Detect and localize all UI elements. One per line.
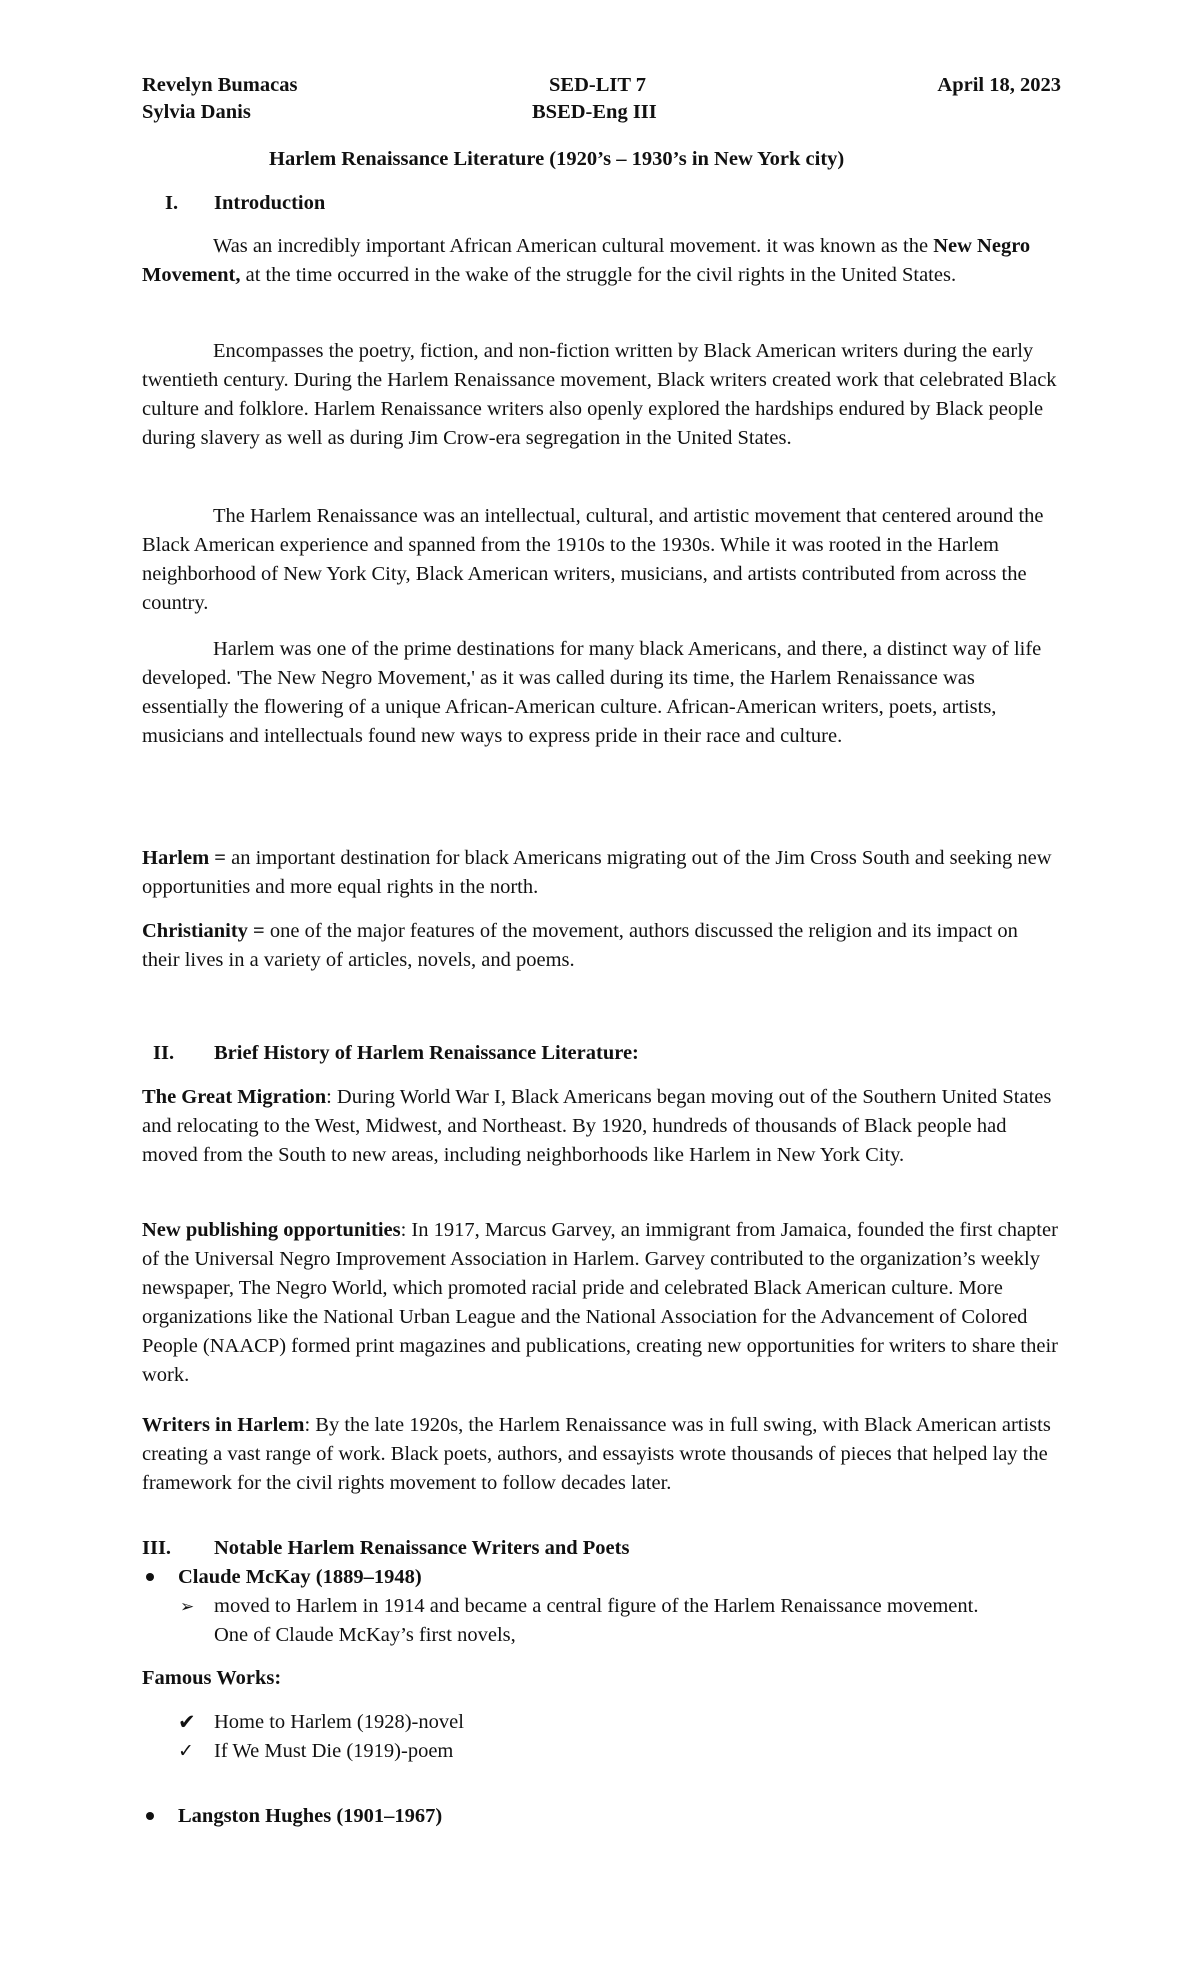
intro-paragraph-4: Harlem was one of the prime destinations for many black Americans, and there, a distinct way of life developed. 'The New Negro Movement,' as it was called during its time, the Harlem Renaissance was essentially the flowering of a unique African-American culture. African-American writers, poets, artists, musicians and intellectuals found new ways to express pride in their race and culture. <box>142 638 1042 747</box>
definition-harlem <box>142 844 1060 902</box>
definition-text: an important destination for black Americans migrating out of the Jim Cross South and seeking new opportunities and more equal rights in the north. <box>142 847 1052 898</box>
section-title: Notable Harlem Renaissance Writers and Poets <box>214 1537 630 1559</box>
famous-work-1: Home to Harlem (1928)-novel <box>214 1711 464 1733</box>
history-text: : During World War I, Black Americans began moving out of the Southern United States and relocating to the West, Midwest, and Northeast. By 1920, hundreds of thousands of Black people had moved from the South to new areas, including neighborhoods like Harlem in New York City. <box>142 1086 1052 1166</box>
history-term: The Great Migration <box>142 1086 327 1108</box>
history-text: : By the late 1920s, the Harlem Renaissance was in full swing, with Black American artists creating a vast range of work. Black poets, authors, and essayists wrote thousands of pieces that helped lay the framework for the civil rights movement to follow decades later. <box>142 1414 1051 1494</box>
intro-paragraph-3: The Harlem Renaissance was an intellectual, cultural, and artistic movement that centered around the Black American experience and spanned from the 1910s to the 1930s. While it was rooted in the Harlem neighborhood of New York City, Black American writers, musicians, and artists contributed from across the country. <box>142 505 1044 614</box>
document-date: April 18, 2023 <box>937 74 1061 96</box>
famous-works-label: Famous Works: <box>142 1667 282 1689</box>
history-text: : In 1917, Marcus Garvey, an immigrant from Jamaica, founded the first chapter of the Universal Negro Improvement Association in Harlem. Garvey contributed to the organization’s weekly newspaper, The Negro World, which promoted racial pride and celebrated Black American culture. More organizations like the National Urban League and the National Association for the Advancement of Colored People (NAACP) formed print magazines and publications, creating new opportunities for writers to share their work. <box>142 1219 1058 1386</box>
author-name-2: Sylvia Danis <box>142 101 251 123</box>
intro-paragraph-1 <box>142 232 1060 290</box>
writer-langston-hughes: Langston Hughes (1901–1967) <box>178 1805 443 1827</box>
definition-christianity <box>142 917 1060 975</box>
history-term: Writers in Harlem <box>142 1414 305 1436</box>
new-negro-movement-term: New Negro Movement, <box>142 235 1031 286</box>
course-code: SED-LIT 7 <box>549 74 647 96</box>
check-icon: ✓ <box>178 1740 194 1762</box>
document-title: Harlem Renaissance Literature (1920’s – 1930’s in New York city) <box>269 148 845 170</box>
arrow-bullet-icon: ➢ <box>180 1597 195 1617</box>
program-name: BSED-Eng III <box>532 101 657 123</box>
definition-term: Christianity = <box>142 920 265 942</box>
section-number: III. <box>142 1537 172 1559</box>
history-great-migration <box>142 1083 1060 1170</box>
section-title: Brief History of Harlem Renaissance Literature: <box>214 1042 639 1064</box>
bullet-icon <box>146 1812 154 1820</box>
intro-p1-text-b: at the time occurred in the wake of the struggle for the civil rights in the United States. <box>240 264 957 286</box>
section-number: II. <box>153 1042 175 1064</box>
history-writers-in-harlem <box>142 1411 1060 1498</box>
claude-mckay-note: moved to Harlem in 1914 and became a central figure of the Harlem Renaissance movement. One of Claude McKay’s first novels, <box>214 1595 979 1646</box>
famous-work-2: If We Must Die (1919)-poem <box>214 1740 454 1762</box>
section-number: I. <box>165 192 179 214</box>
check-bold-icon: ✔ <box>178 1710 196 1734</box>
author-name-1: Revelyn Bumacas <box>142 74 298 96</box>
definition-term: Harlem = <box>142 847 226 869</box>
history-publishing <box>142 1216 1060 1390</box>
bullet-icon <box>146 1573 154 1581</box>
history-term: New publishing opportunities <box>142 1219 401 1241</box>
writer-claude-mckay: Claude McKay (1889–1948) <box>178 1566 422 1588</box>
definition-text: one of the major features of the movement, authors discussed the religion and its impact on their lives in a variety of articles, novels, and poems. <box>142 920 1018 971</box>
section-title: Introduction <box>214 192 326 214</box>
intro-p1-text-a: Was an incredibly important African American cultural movement. it was known as the <box>213 235 934 257</box>
intro-paragraph-2: Encompasses the poetry, fiction, and non-fiction written by Black American writers during the early twentieth century. During the Harlem Renaissance movement, Black writers created work that celebrated Black culture and folklore. Harlem Renaissance writers also openly explored the hardships endured by Black people during slavery as well as during Jim Crow-era segregation in the United States. <box>142 340 1057 449</box>
